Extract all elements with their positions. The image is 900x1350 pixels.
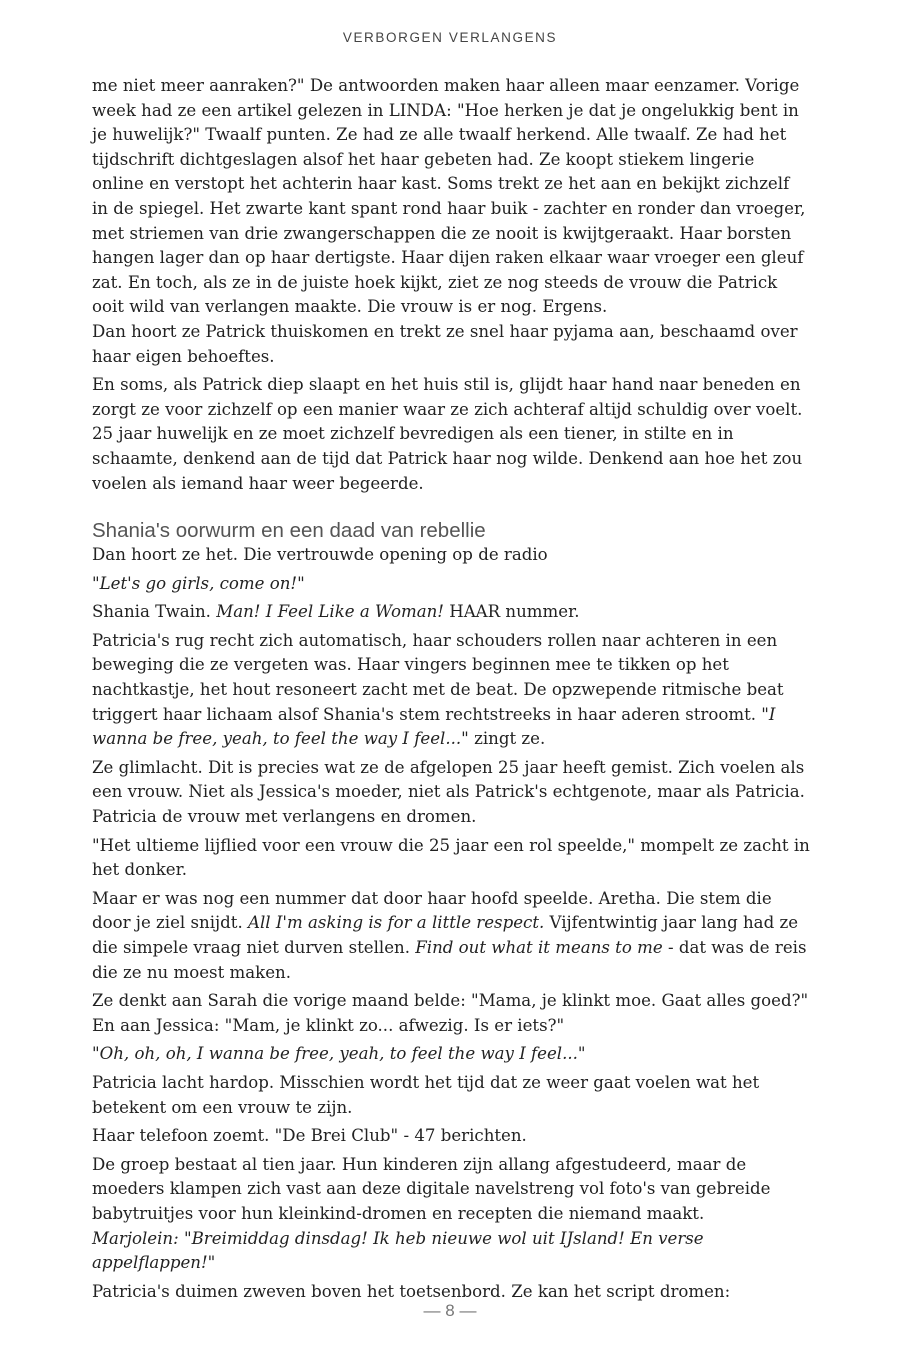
paragraph	[92, 887, 810, 985]
running-header: VERBORGEN VERLANGENS	[342, 30, 558, 45]
paragraph: Ze denkt aan Sarah die vorige maand belde: "Mama, je klinkt moe. Gaat alles goed?" En aan Jessica: "Mam, je klinkt zo... afwezig. Is er iets?"	[92, 991, 809, 1035]
text-span: Shania Twain.	[92, 602, 217, 622]
page-number: — 8 —	[423, 1301, 477, 1320]
text-span: Vijfentwintig jaar lang had ze die simpele vraag niet durven stellen.	[92, 913, 799, 957]
paragraph: Dan hoort ze het. Die vertrouwde opening op de radio	[92, 545, 548, 565]
paragraph: Ze glimlacht. Dit is precies wat ze de afgelopen 25 jaar heeft gemist. Zich voelen als een vrouw. Niet als Jessica's moeder, niet als Patrick's echtgenote, maar als Patricia. Patricia de vrouw met verlangens en dromen.	[92, 757, 805, 827]
lyric-quote: Find out what it means to me	[415, 938, 663, 957]
lyric-quote: "Let's go girls, come on!"	[92, 573, 305, 593]
paragraph	[92, 629, 810, 752]
text-span: - dat was de reis die ze nu moest maken.	[92, 938, 807, 982]
text-span: Patricia's rug recht zich automatisch, haar schouders rollen naar achteren in een beweging die ze vergeten was. Haar vingers beginnen mee te tikken op het nachtkastje, het hout resoneert zacht met de beat. De opzwepende ritmische beat triggert haar lichaam alsof Shania's stem rechtstreeks in haar aderen stroomt.	[92, 630, 784, 724]
text-span: zingt ze.	[468, 729, 546, 749]
paragraph: Patricia lacht hardop. Misschien wordt het tijd dat ze weer gaat voelen wat het betekent om een vrouw te zijn.	[92, 1072, 760, 1117]
song-title: Man! I Feel Like a Woman!	[216, 602, 444, 622]
chat-message: Marjolein: "Breimiddag dinsdag! Ik heb nieuwe wol uit IJsland! En verse appelflappen!"	[92, 1228, 704, 1273]
lyric-quote: "I wanna be free, yeah, to feel the way I feel..."	[92, 704, 776, 749]
paragraph: En soms, als Patrick diep slaapt en het huis stil is, glijdt haar hand naar beneden en zorgt ze voor zichzelf op een manier waar ze zich achteraf altijd schuldig over voelt. 25 jaar huwelijk en ze moet zichzelf bevredigen als een tiener, in stilte en in schaamte, denkend aan de tijd dat Patrick haar nog wilde. Denkend aan hoe het zou voelen als iemand haar weer begeerde.	[92, 375, 803, 493]
text-span: Maar er was nog een nummer dat door haar hoofd speelde. Aretha. Die stem die door je ziel snijdt.	[92, 888, 772, 933]
section-heading: Shania's oorwurm en een daad van rebellie	[92, 519, 486, 543]
lyric-quote: "Oh, oh, oh, I wanna be free, yeah, to feel the way I feel..."	[92, 1044, 586, 1064]
paragraph	[92, 600, 810, 625]
lyric-quote: All I'm asking is for a little respect.	[248, 913, 545, 933]
paragraph: Dan hoort ze Patrick thuiskomen en trekt ze snel haar pyjama aan, beschaamd over haar eigen behoeftes.	[92, 321, 798, 366]
body-text	[92, 74, 810, 1308]
paragraph: De groep bestaat al tien jaar. Hun kinderen zijn allang afgestudeerd, maar de moeders klampen zich vast aan deze digitale navelstreng vol foto's van gebreide babytruitjes voor hun kleinkind-dromen en recepten die niemand maakt.	[92, 1154, 771, 1223]
paragraph: Haar telefoon zoemt. "De Brei Club" - 47 berichten.	[92, 1126, 527, 1146]
text-span: HAAR nummer.	[443, 602, 580, 622]
paragraph: Patricia's duimen zweven boven het toetsenbord. Ze kan het script dromen:	[92, 1281, 731, 1301]
paragraph: "Het ultieme lijflied voor een vrouw die 25 jaar een rol speelde," mompelt ze zacht in het donker.	[92, 835, 810, 880]
paragraph: me niet meer aanraken?" De antwoorden maken haar alleen maar eenzamer. Vorige week had ze een artikel gelezen in LINDA: "Hoe herken je dat je ongelukkig bent in je huwelijk?" Twaalf punten. Ze had ze alle twaalf herkend. Alle twaalf. Ze had het tijdschrift dichtgeslagen alsof het haar gebeten had. Ze koopt stiekem lingerie online en verstopt het achterin haar kast. Soms trekt ze het aan en bekijkt zichzelf in de spiegel. Het zwarte kant spant rond haar buik - zachter en ronder dan vroeger, met striemen van drie zwangerschappen die ze nooit is kwijtgeraakt. Haar borsten hangen lager dan op haar dertigste. Haar dijen raken elkaar waar vroeger een gleuf zat. En toch, als ze in de juiste hoek kijkt, ziet ze nog steeds de vrouw die Patrick ooit wild van verlangen maakte. Die vrouw is er nog. Ergens.	[92, 76, 806, 317]
